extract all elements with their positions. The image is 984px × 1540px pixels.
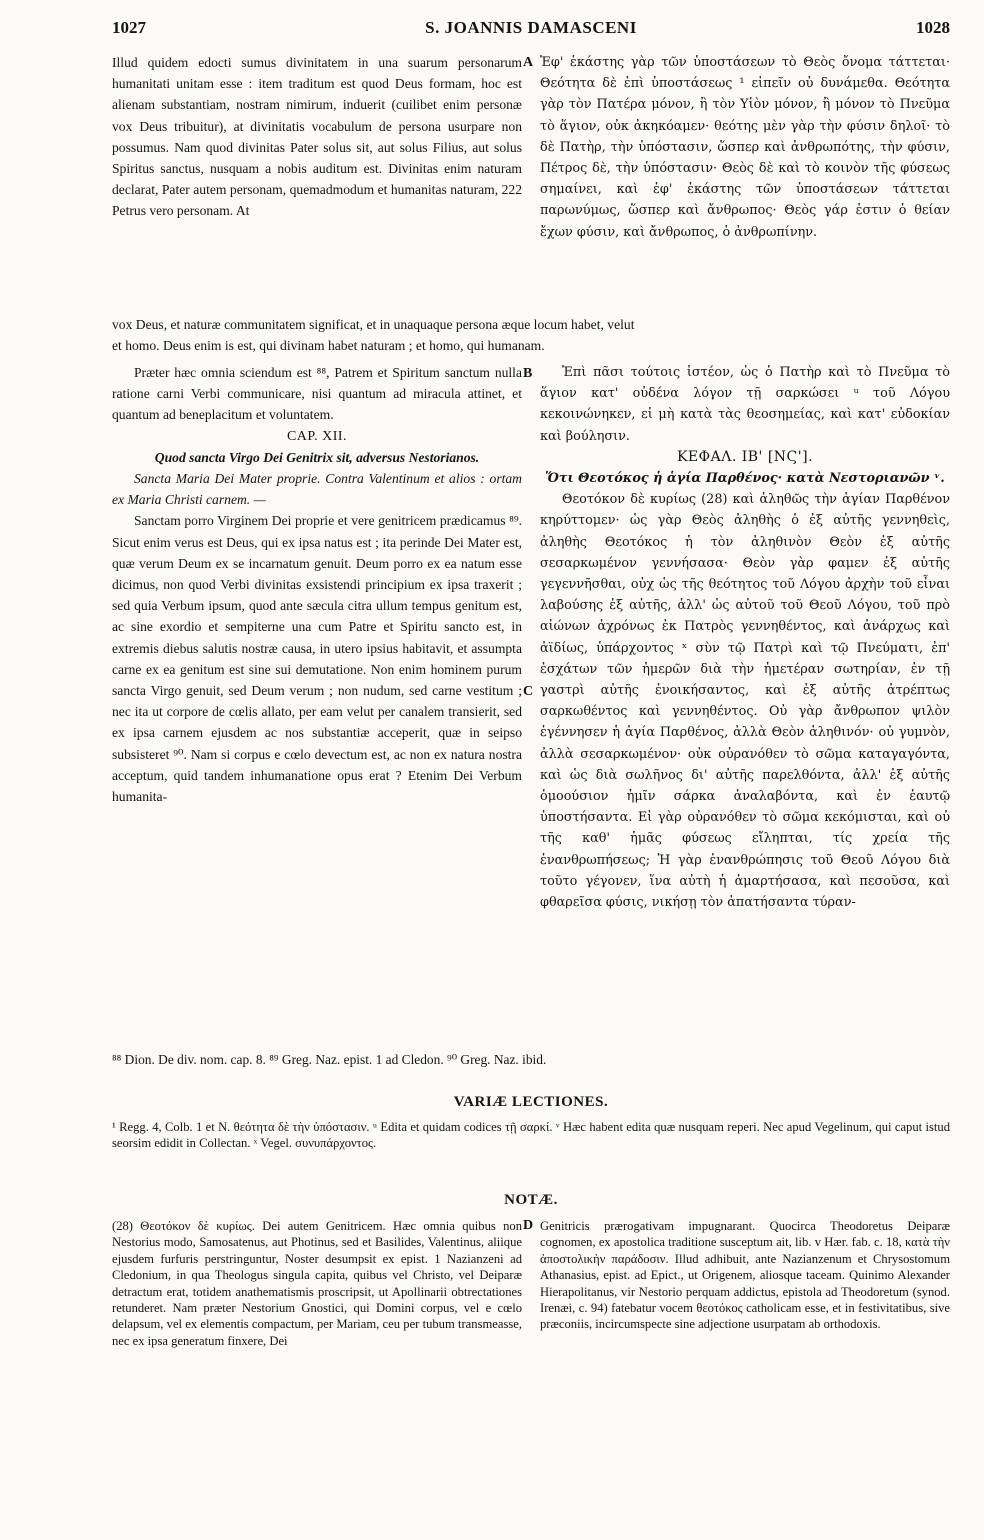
notae-left-column: (28) Θεοτόκον δὲ κυρίως. Dei autem Genitricem. Hæc omnia quibus non Nestorius modo, Samosatenus, aut Photinus, sed et Basilides, Valentinus, aliique ejusdem furfuris perstringuntur, Noster desumpsit ex epist. 1 Nazianzeni ad Cledonium, in qua Theologus singula capita, quibus vel Christo, vel Deiparæ detractum erat, totidem anathematismis proscripsit, ut Apollinarii obtrectationes retunderet. Nam præter Nestorium Gnostici, qui Domini corpus, vel e cœlo delapsum, vel ex elementis compactum, per Mariam, ceu per tubum transmeasse, nec ex ipsa generatum finxere, Dei bbox=[112, 1219, 522, 1348]
notae-title: NOTÆ. bbox=[504, 1192, 558, 1208]
latin-paragraph-praeter: Præter hæc omnia sciendum est ⁸⁸, Patrem et Spiritum sanctum nulla ratione carni Verbi communicare, nisi quantum ad miracula attinet, et quantum ad beneplacitum et voluntatem. bbox=[112, 365, 522, 423]
greek-chapter-body: Θεοτόκον δὲ κυρίως (28) καὶ ἀληθῶς τὴν ἁγίαν Παρθένον κηρύττομεν· ὡς γὰρ Θεὸς ἀληθὴς ὁ ἐξ αὐτῆς γεννηθεὶς, ἀληθὴς Θεοτόκος ἡ τὸν ἀληθινὸν Θεὸν ἐξ αὐτῆς σεσαρκωμένον γεννήσασα· Θεὸν γὰρ φαμεν ἐξ αὐτῆς γεγεννῆσθαι, οὐχ ὡς τῆς θεότητος τοῦ Λόγου ἀρχὴν τοῦ εἶναι λαβούσης ἐξ αὐτῆς, ἀλλ' ὡς αὐτοῦ τοῦ Θεοῦ Λόγου, τοῦ πρὸ αἰώνων ἀχρόνως ἐκ Πατρὸς γεννηθέντος, καὶ ἀνάρχως καὶ ἀϊδίως, ὑπάρχοντος ˣ σὺν τῷ Πατρὶ καὶ τῷ Πνεύματι, ἐπ' ἐσχάτων τῶν ἡμερῶν διὰ τὴν ἡμετέραν σωτηρίαν, ἐν τῇ γαστρὶ αὐτῆς ἐνοικήσαντος, καὶ ἐξ αὐτῆς ἀτρέπτως σαρκωθέντος καὶ γεννηθέντος. Οὐ γὰρ ἄνθρωπον ψιλὸν ἐγέννησεν ἡ ἁγία Παρθένος, ἀλλὰ Θεὸν ἀληθινόν· οὐ γυμνὸν, ἀλλὰ σεσαρκωμένον· οὐκ οὐρανόθεν τὸ σῶμα καταγαγόντα, καὶ ὡς διὰ σωλῆνος δι' αὐτῆς παρελθόντα, ἀλλ' ἐξ αὐτῆς ὁμοούσιον ἡμῖν σάρκα ἀναλαβόντα, καὶ ἐν ἑαυτῷ ὑποστήσαντα. Εἰ γὰρ οὐρανόθεν τὸ σῶμα κεκόμισται, καὶ οὐ τῆς καθ' ἡμᾶς φύσεως εἴληπται, τίς χρεία τῆς ἐνανθρωπήσεως; Ἡ γὰρ ἐνανθρώπησις τοῦ Θεοῦ Λόγου διὰ τοῦτο γέγονεν, ἵνα αὐτὴ ἡ ἁμαρτήσασα, καὶ πεσοῦσα, καὶ φθαρεῖσα φύσις, νικήσῃ τὸν ἀπατήσαντα τύραν- bbox=[540, 492, 950, 911]
chapter-heading-latin: CAP. XII. bbox=[286, 428, 348, 444]
bridge-line-1: vox Deus, et naturæ communitatem significat, et in unaquaque persona æque locum habet, velut bbox=[112, 317, 635, 332]
notae-right-column: Genitricis prærogativam impugnarant. Quocirca Theodoretus Deiparæ cognomen, ex apostolica traditione susceptum ait, lib. v Hær. fab. c. 18, κατὰ τὴν ἀποστολικὴν παράδοσιν. Illud adhibuit, ante Nazianzenum et Chrysostomum Athanasius, epist. ad Epict., ut Origenem, aliosque taceam. Quinimo Alexander Hierapolitanus, vir Nestorio perquam addictus, epistola ad Theodoretum (synod. Irenæi, c. 94) fatebatur vocem θεοτόκος catholicam esse, et in festivitatibus, sive præconiis, incircumspecte sine adjectione usurpatam ab orthodoxis. bbox=[540, 1219, 950, 1332]
greek-paragraph-top: Ἐφ' ἑκάστης γὰρ τῶν ὑποστάσεων τὸ Θεὸς ὄνομα τάττεται· Θεότητα δὲ ἐπὶ ὑποστάσεως ¹ εἰπεῖν οὐ δυνάμεθα. Θεότητα γὰρ τὸν Πατέρα μόνον, ἢ τὸν Υἱὸν μόνον, ἢ μόνον τὸ Πνεῦμα τὸ ἅγιον, οὐκ ἀκηκόαμεν· θεότης μὲν γὰρ τὴν φύσιν δηλοῖ· τὸ δὲ Πατὴρ, τὴν ὑπόστασιν, ὥσπερ καὶ ἀνθρωπότης, τὴν φύσιν, Πέτρος δὲ, τὴν ὑπόστασιν· Θεὸς δὲ καὶ τὸ κοινὸν τῆς φύσεως σημαίνει, καὶ ἐφ' ἑκάστης τῶν ὑποστάσεων τάττεται παρωνύμως, ὥσπερ καὶ ἄνθρωπος· Θεὸς γάρ ἐστιν ὁ θείαν ἔχων φύσιν, καὶ ἄνθρωπος, ὁ ἀνθρωπίνην. bbox=[540, 55, 950, 240]
running-header bbox=[112, 18, 950, 44]
running-title: S. JOANNIS DAMASCENI bbox=[425, 18, 637, 37]
chapter-rubric-latin: Quod sancta Virgo Dei Genitrix sit, adversus Nestorianos. bbox=[154, 449, 480, 465]
margin-marker-c: C bbox=[523, 684, 534, 699]
greek-column-main bbox=[540, 362, 950, 913]
margin-marker-a: A bbox=[523, 55, 534, 70]
left-page-number: 1027 bbox=[112, 18, 146, 37]
chapter-summary-latin: Sancta Maria Dei Mater proprie. Contra Valentinum et alios : ortam ex Maria Christi carnem. — bbox=[112, 471, 522, 508]
greek-paragraph-epi: Ἐπὶ πᾶσι τούτοις ἰστέον, ὡς ὁ Πατὴρ καὶ τὸ Πνεῦμα τὸ ἅγιον κατ' οὐδένα λόγον τῇ σαρκώσει ᵘ τοῦ Λόγου κεκοινώνηκεν, εἰ μὴ κατὰ τὰς θεοσημείας, καὶ κατ' εὐδοκίαν καὶ βούλησιν. bbox=[540, 365, 950, 444]
latin-column-main bbox=[112, 362, 522, 807]
margin-marker-d: D bbox=[523, 1218, 534, 1233]
chapter-rubric-greek: Ὅτι Θεοτόκος ἡ ἁγία Παρθένος· κατὰ Νεστοριανῶν ᵛ. bbox=[545, 471, 945, 487]
variae-lectiones-title: VARIÆ LECTIONES. bbox=[453, 1094, 609, 1110]
footnotes: ⁸⁸ Dion. De div. nom. cap. 8. ⁸⁹ Greg. Naz. epist. 1 ad Cledon. ⁹⁰ Greg. Naz. ibid. bbox=[112, 1052, 547, 1067]
right-page-number: 1028 bbox=[916, 18, 950, 37]
variae-lectiones-text: ¹ Regg. 4, Colb. 1 et N. θεότητα δὲ τὴν ὑπόστασιν. ᵘ Edita et quidam codices τῇ σαρκί. ᵛ Hæc habent edita quæ nusquam reperi. Nec apud Vegelinum, qui caput istud seorsim edidit in Collectan. ˣ Vegel. συνυπάρχοντος. bbox=[112, 1120, 950, 1151]
bridge-text bbox=[112, 314, 950, 356]
bridge-line-2: et homo. Deus enim is est, qui divinam habet naturam ; et homo, qui humanam. bbox=[112, 338, 545, 354]
latin-chapter-body: Sanctam porro Virginem Dei proprie et vere genitricem prædicamus ⁸⁹. Sicut enim verus est Deus, qui ex ipsa natus est ; ita perinde Dei Mater est, quæ verum Deum ex se incarnatum genuit. Deum porro ex ea natum esse dicimus, non quod Verbi divinitas exsistendi principium ex ipsa traxerit ; sed quia Verbum ipsum, quod ante sæcula citra ullum tempus genitum est, ac sine exordio et sempiterne una cum Patre et Spiritu sancto est, in extremis diebus salutis nostræ causa, in utero ipsius habitavit, et assumpta carne ex ea genitum est sine sui demutatione. Non enim hominem purum sancta Virgo genuit, sed Deum verum ; non nudum, sed carne vestitum ; nec ita ut corpore de cœlis allato, per eam velut per canalem transierit, sed ex ipsa carnem ejusdem ac nos substantiæ acceperit, quæ in seipso subsisteret ⁹⁰. Nam si corpus e cœlo devectum est, ac non ex natura nostra acceptum, quid tandem inhumanatione opus erat ? Etenim Dei Verbum humanita- bbox=[112, 513, 522, 805]
margin-marker-b: B bbox=[523, 366, 533, 381]
latin-paragraph-top: Illud quidem edocti sumus divinitatem in una suarum personarum humanitati unitam esse : item traditum est quod Deus formam, hoc est alienam substantiam, nostram nimirum, induerit (cuilibet enim personæ vox Deus tribuitur), at divinitatis vocabulum de persona usurpare non possumus. Nam quod divinitas Pater solus sit, aut solus Filius, aut solus Spiritus sanctus, nusquam a nobis auditum est. Divinitas enim naturam declarat, Pater autem personam, quemadmodum et humanitas naturam, 222 Petrus vero personam. At bbox=[112, 55, 522, 219]
chapter-heading-greek: ΚΕΦΑΛ. ΙΒ' [ΝϚ']. bbox=[676, 448, 814, 465]
